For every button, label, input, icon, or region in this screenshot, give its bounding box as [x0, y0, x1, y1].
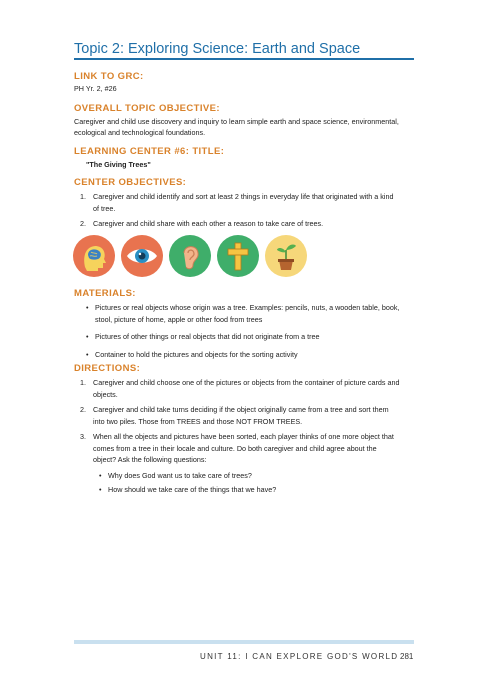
- list-number: 2.: [80, 219, 86, 228]
- list-item: [80, 377, 414, 400]
- list-item: [80, 191, 414, 214]
- item-line: When all the objects and pictures have been sorted, each player thinks of one more object that: [93, 432, 394, 441]
- center-objectives-heading: CENTER OBJECTIVES:: [74, 177, 187, 188]
- item-line: stool, picture of home, apple or other food from trees: [95, 314, 263, 324]
- item-line: Caregiver and child take turns deciding if the object originally came from a tree and sort them: [93, 405, 389, 414]
- question-text: Why does God want us to take care of trees?: [108, 470, 252, 480]
- bullet-icon: •: [99, 470, 102, 480]
- list-item: [86, 331, 414, 343]
- objective-line-1: Caregiver and child use discovery and inquiry to learn simple earth and space science, environmental,: [74, 117, 399, 126]
- plant-icon: [265, 235, 307, 277]
- item-line: Pictures of other things or real objects that did not originate from a tree: [95, 332, 320, 341]
- item-line: Pictures or real objects whose origin was a tree. Examples: pencils, nuts, a wooden table, book,: [95, 303, 400, 312]
- item-line: object? Ask the following questions:: [93, 455, 207, 464]
- bullet-icon: •: [86, 332, 89, 341]
- list-item: [86, 302, 414, 325]
- materials-list: [86, 302, 414, 366]
- page-number: 281: [400, 652, 414, 661]
- footer-unit-title: UNIT 11: I CAN EXPLORE GOD'S WORLD: [200, 652, 399, 661]
- list-item: [80, 404, 414, 427]
- list-item: [80, 431, 414, 496]
- item-line: Caregiver and child identify and sort at least 2 things in everyday life that originated with a kind: [93, 192, 394, 201]
- materials-heading: MATERIALS:: [74, 288, 136, 299]
- ear-icon: [169, 235, 211, 277]
- learning-center-title: "The Giving Trees": [86, 160, 151, 169]
- list-number: 2.: [80, 405, 86, 414]
- footer-divider: [74, 640, 414, 644]
- item-line: Caregiver and child choose one of the pictures or objects from the container of picture cards and: [93, 378, 400, 387]
- list-number: 1.: [80, 378, 86, 387]
- link-grc-heading: LINK TO GRC:: [74, 71, 144, 82]
- title-divider: [74, 58, 414, 60]
- link-grc-text: PH Yr. 2, #26: [74, 84, 117, 93]
- list-item: [86, 349, 414, 361]
- question-text: How should we take care of the things that we have?: [108, 485, 277, 494]
- list-number: 1.: [80, 192, 86, 201]
- center-objectives-list: [80, 191, 414, 234]
- questions-list: [93, 470, 414, 496]
- learning-center-heading: LEARNING CENTER #6: TITLE:: [74, 146, 225, 157]
- bullet-icon: •: [99, 485, 102, 494]
- objective-line-2: ecological and technological foundations.: [74, 128, 206, 137]
- cross-icon: [217, 235, 259, 277]
- item-line: of tree.: [93, 203, 116, 213]
- list-item: [99, 470, 414, 482]
- eye-icon: [121, 235, 163, 277]
- item-line: Caregiver and child share with each other a reason to take care of trees.: [93, 219, 324, 228]
- item-line: comes from a tree in their locale and culture. Do both caregiver and child agree about the: [93, 443, 377, 453]
- directions-list: [80, 377, 414, 500]
- item-line: Container to hold the pictures and objects for the sorting activity: [95, 349, 298, 359]
- item-line: into two piles. Those from TREES and those NOT FROM TREES.: [93, 416, 303, 426]
- directions-heading: DIRECTIONS:: [74, 363, 141, 374]
- domain-icons-row: [73, 235, 313, 279]
- list-item: [80, 218, 414, 230]
- list-number: 3.: [80, 432, 86, 441]
- objective-heading: OVERALL TOPIC OBJECTIVE:: [74, 103, 220, 114]
- brain-head-icon: [73, 235, 115, 277]
- bullet-icon: •: [86, 303, 89, 312]
- page-title: Topic 2: Exploring Science: Earth and Space: [74, 41, 361, 57]
- item-line: objects.: [93, 389, 118, 399]
- bullet-icon: •: [86, 349, 89, 359]
- list-item: [99, 484, 414, 496]
